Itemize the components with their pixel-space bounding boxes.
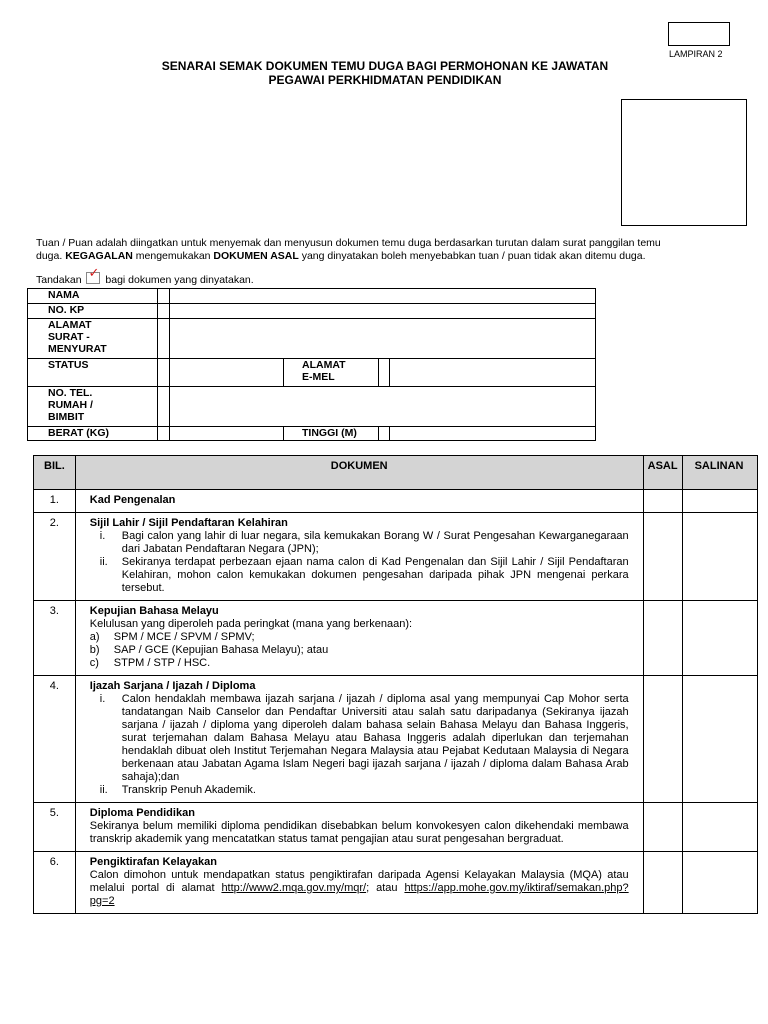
field-status[interactable] xyxy=(170,359,284,387)
field-nokp[interactable] xyxy=(170,304,596,319)
label-status: STATUS xyxy=(28,359,158,387)
label-berat: BERAT (KG) xyxy=(28,427,158,441)
table-row xyxy=(34,676,758,803)
label-notel: NO. TEL. RUMAH / BIMBIT xyxy=(28,387,158,427)
table-row xyxy=(34,803,758,852)
label-nama: NAMA xyxy=(28,289,158,304)
list-item: ii. Sekiranya terdapat perbezaan ejaan nama calon di Kad Pengenalan dan Sijil Lahir / Sijil Pendaftaran Kelahiran, mohon calon kemukakan dokumen pengesahan daripada pihak JPN mengenai perkara tersebut. xyxy=(99,556,629,594)
row-document xyxy=(75,513,643,601)
mqa-link[interactable]: http://www2.mqa.gov.my/mqr/ xyxy=(221,882,367,894)
salinan-checkbox[interactable] xyxy=(682,513,758,601)
checkbox-tick-icon: ✓ xyxy=(86,272,100,284)
list-item: i. Calon hendaklah membawa ijazah sarjana / ijazah / diploma asal yang mempunyai Cap Mohor serta tandatangan Naib Canselor dan Pendaftar Universiti atau salah satu daripadanya (Sekiranya ijazah sarjana / ijazah / diploma yang diperoleh dalam bahasa selain Bahasa Melayu dan Bahasa Inggeris, surat terjemahan dalam Bahasa Melayu atau Bahasa Inggeris adalah diperlukan dan terjemahan hendaklah dibuat oleh Institut Terjemahan Negara Malaysia atau Pejabat Kedutaan Malaysia di Negara berkenaan atau Jabatan Agama Islam Negeri bagi ijazah sarjana / ijazah / diploma dalam Bahasa Arab sahaja);dan xyxy=(99,693,629,783)
list-item: b) SAP / GCE (Kepujian Bahasa Melayu); atau xyxy=(89,644,329,656)
table-row xyxy=(34,601,758,676)
table-row xyxy=(34,490,758,513)
intro-line-1: Tuan / Puan adalah diingatkan untuk menyemak dan menyusun dokumen temu duga berdasarkan turutan dalam surat panggilan temu xyxy=(36,237,661,249)
row-number: 5. xyxy=(34,803,76,852)
document-title: Kad Pengenalan xyxy=(89,494,176,506)
table-row xyxy=(34,513,758,601)
tandakan-note: Tandakan ✓ bagi dokumen yang dinyatakan. xyxy=(36,265,254,286)
document-title: Diploma Pendidikan xyxy=(89,807,195,819)
field-email[interactable] xyxy=(390,359,596,387)
row-number: 1. xyxy=(34,490,76,513)
salinan-checkbox[interactable] xyxy=(682,852,758,914)
asal-checkbox[interactable] xyxy=(643,852,682,914)
document-title: Sijil Lahir / Sijil Pendaftaran Kelahiran xyxy=(89,517,288,529)
asal-checkbox[interactable] xyxy=(643,490,682,513)
document-title: Pengiktirafan Kelayakan xyxy=(89,856,217,868)
document-description: Sekiranya belum memiliki diploma pendidikan disebabkan belum konvokesyen calon dikehendaki membawa transkrip akademik yang mencatatkan status tamat pengajian atau surat pengesahan bergraduat. xyxy=(89,820,629,845)
intro-text xyxy=(36,237,736,263)
document-title: Ijazah Sarjana / Ijazah / Diploma xyxy=(89,680,256,692)
salinan-checkbox[interactable] xyxy=(682,601,758,676)
salinan-checkbox[interactable] xyxy=(682,490,758,513)
field-tinggi[interactable] xyxy=(390,427,596,441)
asal-checkbox[interactable] xyxy=(643,803,682,852)
header-bil: BIL. xyxy=(34,456,76,490)
title-line-2: PEGAWAI PERKHIDMATAN PENDIDIKAN xyxy=(268,73,502,87)
document-checklist-table xyxy=(33,455,758,914)
header-salinan: SALINAN xyxy=(682,456,758,490)
list-item: i. Bagi calon yang lahir di luar negara, sila kemukakan Borang W / Surat Pengesahan Kewarganegaraan dari Jabatan Pendaftaran Negara (JPN); xyxy=(99,530,629,555)
row-document xyxy=(75,852,643,914)
page-title xyxy=(100,59,670,87)
lampiran-label: LAMPIRAN 2 xyxy=(669,49,723,59)
row-document xyxy=(75,601,643,676)
header-dokumen: DOKUMEN xyxy=(75,456,643,490)
row-document xyxy=(75,803,643,852)
mohe-link[interactable]: https://app.mohe.gov.my/iktiraf/semakan.php?pg=2 xyxy=(89,882,629,907)
field-berat[interactable] xyxy=(170,427,284,441)
row-number: 3. xyxy=(34,601,76,676)
label-tinggi: TINGGI (M) xyxy=(284,427,379,441)
row-number: 4. xyxy=(34,676,76,803)
row-document xyxy=(75,490,643,513)
list-item: c) STPM / STP / HSC. xyxy=(89,657,211,669)
asal-checkbox[interactable] xyxy=(643,676,682,803)
list-item: a) SPM / MCE / SPVM / SPMV; xyxy=(89,631,255,643)
document-description: Calon dimohon untuk mendapatkan status pengiktirafan daripada Agensi Kelayakan Malaysia (MQA) atau melalui portal di alamat http://www2.mqa.gov.my/mqr/; atau https://app.mohe.gov.my/iktiraf/semakan.php?pg=2 xyxy=(89,869,629,907)
field-nama[interactable] xyxy=(170,289,596,304)
document-title: Kepujian Bahasa Melayu xyxy=(89,605,219,617)
label-alamat: ALAMAT SURAT - MENYURAT xyxy=(28,319,158,359)
photo-box xyxy=(621,99,747,226)
row-document xyxy=(75,676,643,803)
document-description: Kelulusan yang diperoleh pada peringkat (mana yang berkenaan): xyxy=(89,618,413,630)
header-asal: ASAL xyxy=(643,456,682,490)
title-line-1: SENARAI SEMAK DOKUMEN TEMU DUGA BAGI PERMOHONAN KE JAWATAN xyxy=(161,59,609,73)
salinan-checkbox[interactable] xyxy=(682,676,758,803)
intro-line-2: duga. KEGAGALAN mengemukakan DOKUMEN ASAL yang dinyatakan boleh menyebabkan tuan / puan tidak akan ditemu duga. xyxy=(36,250,646,262)
asal-checkbox[interactable] xyxy=(643,601,682,676)
row-number: 6. xyxy=(34,852,76,914)
salinan-checkbox[interactable] xyxy=(682,803,758,852)
label-nokp: NO. KP xyxy=(28,304,158,319)
label-email: ALAMAT E-MEL xyxy=(284,359,379,387)
table-row xyxy=(34,852,758,914)
field-alamat[interactable] xyxy=(170,319,596,359)
field-notel[interactable] xyxy=(170,387,596,427)
row-number: 2. xyxy=(34,513,76,601)
applicant-info-table xyxy=(27,288,596,441)
list-item: ii. Transkrip Penuh Akademik. xyxy=(99,784,256,796)
asal-checkbox[interactable] xyxy=(643,513,682,601)
lampiran-box xyxy=(668,22,730,46)
